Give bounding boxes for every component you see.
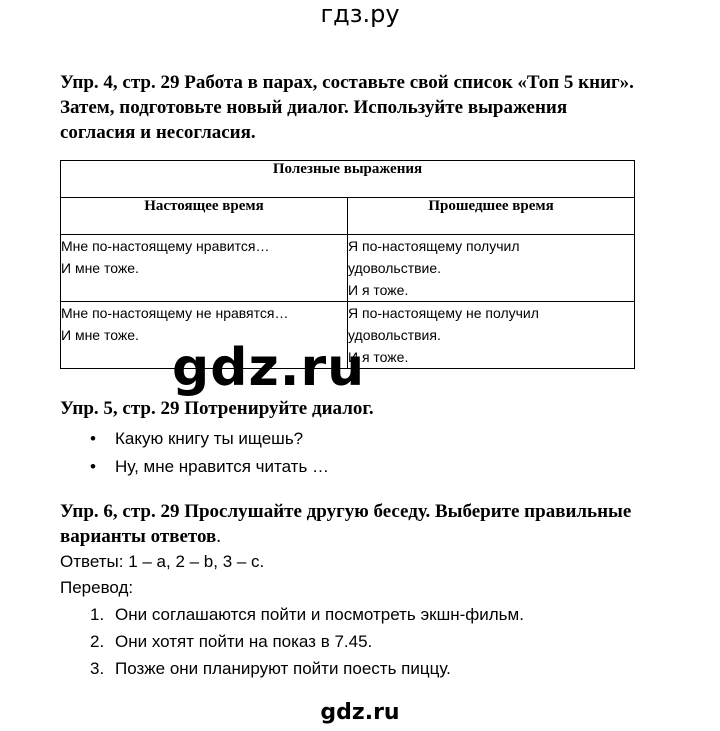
dialog-line: Какую книгу ты ищешь? — [115, 429, 304, 448]
site-logo-footer: gdz.ru — [320, 700, 400, 725]
dialog-line: Ну, мне нравится читать … — [115, 457, 330, 476]
task-5-heading: Упр. 5, стр. 29 Потренируйте диалог. — [60, 398, 374, 419]
table-cell-past — [348, 235, 635, 302]
list-number: 1. — [90, 605, 105, 624]
list-item — [90, 425, 329, 453]
phrase-line: Мне по-настоящему не нравятся… — [61, 305, 289, 321]
task-6-heading-text: Упр. 6, стр. 29 Прослушайте другую беседу. Выберите правильные варианты ответов — [60, 501, 632, 547]
bullet-icon: • — [90, 457, 96, 476]
task-6-heading-period: . — [216, 526, 222, 547]
translation-list — [90, 601, 524, 682]
list-item — [90, 655, 524, 682]
list-item — [90, 453, 329, 481]
phrase-line: удовольствие. — [348, 260, 442, 276]
column-header-past: Прошедшее время — [348, 198, 635, 235]
watermark: gdz.ru — [172, 338, 366, 398]
dialog-list — [90, 425, 329, 481]
phrase-line: Я по-настоящему получил — [348, 238, 520, 254]
phrase-line: И мне тоже. — [61, 327, 139, 343]
list-number: 3. — [90, 659, 105, 678]
answers-line: Ответы: 1 – a, 2 – b, 3 – c. — [60, 552, 265, 571]
column-header-present: Настоящее время — [61, 198, 348, 235]
phrase-line: удовольствия. — [348, 327, 441, 343]
translation-text: Они хотят пойти на показ в 7.45. — [115, 632, 373, 651]
table-cell-present — [61, 235, 348, 302]
translation-text: Позже они планируют пойти поесть пиццу. — [115, 659, 451, 678]
list-item — [90, 628, 524, 655]
list-number: 2. — [90, 632, 105, 651]
translation-label: Перевод: — [60, 578, 134, 597]
table-cell-past — [348, 302, 635, 369]
table-title: Полезные выражения — [61, 161, 635, 198]
bullet-icon: • — [90, 429, 96, 448]
phrase-line: И я тоже. — [348, 349, 409, 365]
phrase-line: Мне по-настоящему нравится… — [61, 238, 270, 254]
list-item — [90, 601, 524, 628]
task-4-heading: Упр. 4, стр. 29 Работа в парах, составьте свой список «Топ 5 книг». Затем, подготовьте новый диалог. Используйте выражения согласия и несогласия. — [60, 72, 634, 143]
task-6-heading — [60, 499, 640, 549]
phrase-line: Я по-настоящему не получил — [348, 305, 539, 321]
phrase-line: И мне тоже. — [61, 260, 139, 276]
site-logo-header: гдз.ру — [320, 0, 400, 28]
table-row — [61, 235, 635, 302]
translation-text: Они соглашаются пойти и посмотреть экшн-фильм. — [115, 605, 524, 624]
phrase-line: И я тоже. — [348, 282, 409, 298]
